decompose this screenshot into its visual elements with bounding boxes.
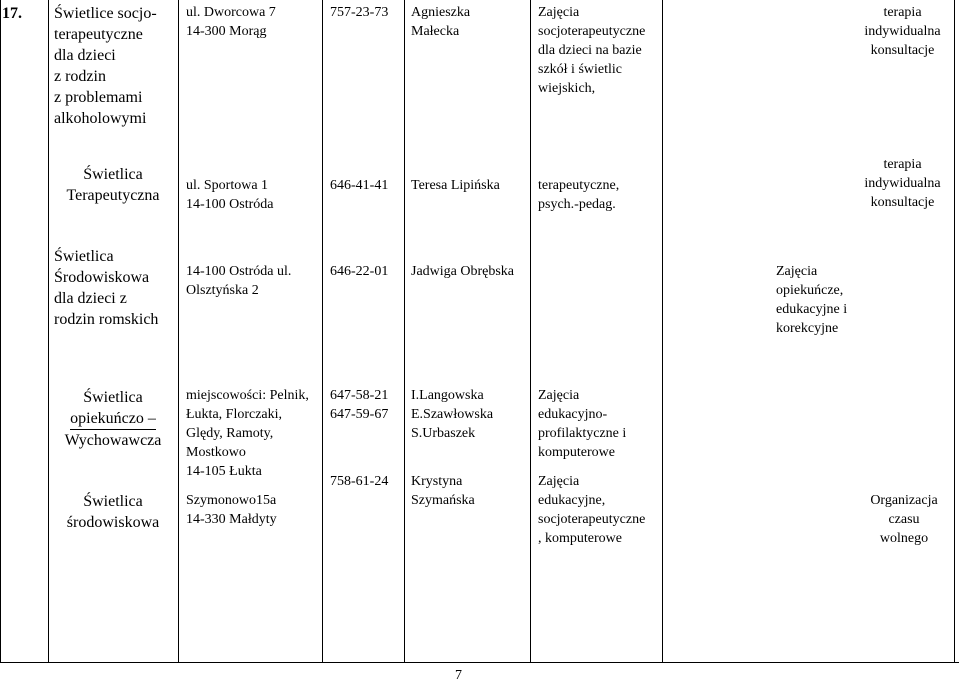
- contact-person: Jadwiga Obrębska: [411, 264, 515, 279]
- support-forms: Organizacja czasu wolnego: [870, 493, 938, 546]
- address: miejscowości: Pelnik, Łukta, Florczaki, Ględy, Ramoty, Mostkowo 14-105 Łukta: [186, 388, 309, 479]
- activities: Zajęcia edukacyjne, socjoterapeutyczne , komputerowe: [538, 474, 646, 546]
- address: ul. Sportowa 1 14-100 Ostróda: [186, 178, 274, 212]
- phone: 757-23-73: [330, 5, 389, 20]
- page-number: 7: [455, 668, 462, 683]
- phone: 646-22-01: [330, 264, 389, 279]
- phone: 647-58-21 647-59-67: [330, 388, 389, 422]
- contact-person: Krystyna Szymańska: [411, 474, 475, 508]
- activities: terapeutyczne, psych.-pedag.: [538, 178, 620, 212]
- contact-person: Teresa Lipińska: [411, 178, 500, 193]
- facility-name: Świetlica środowiskowa: [66, 493, 160, 531]
- support-forms: terapia indywidualna konsultacje: [864, 5, 941, 58]
- facility-name: Świetlica Terapeutyczna: [66, 166, 160, 204]
- activities: Zajęcia socjoterapeutyczne dla dzieci na bazie szkół i świetlic wiejskich,: [538, 5, 646, 96]
- support-forms: Zajęcia opiekuńcze, edukacyjne i korekcyjne: [776, 264, 848, 336]
- facility-name: Świetlica opiekuńczo – Wychowawcza: [64, 389, 162, 449]
- support-forms: terapia indywidualna konsultacje: [864, 157, 941, 210]
- address: ul. Dworcowa 7 14-300 Morąg: [186, 5, 276, 39]
- address: 14-100 Ostróda ul. Olsztyńska 2: [186, 264, 292, 298]
- facility-name: Świetlica Środowiskowa dla dzieci z rodzin romskich: [54, 248, 159, 328]
- facility-name: Świetlice socjo- terapeutyczne dla dzieci z rodzin z problemami alkoholowymi: [54, 5, 157, 127]
- contact-person: Agnieszka Małecka: [411, 5, 471, 39]
- phone: 646-41-41: [330, 178, 389, 193]
- contact-person: I.Langowska E.Szawłowska S.Urbaszek: [411, 388, 494, 441]
- phone: 758-61-24: [330, 474, 389, 489]
- row-number: 17.: [2, 5, 22, 22]
- activities: Zajęcia edukacyjno- profilaktyczne i komputerowe: [538, 388, 627, 460]
- address: Szymonowo15a 14-330 Małdyty: [186, 493, 277, 527]
